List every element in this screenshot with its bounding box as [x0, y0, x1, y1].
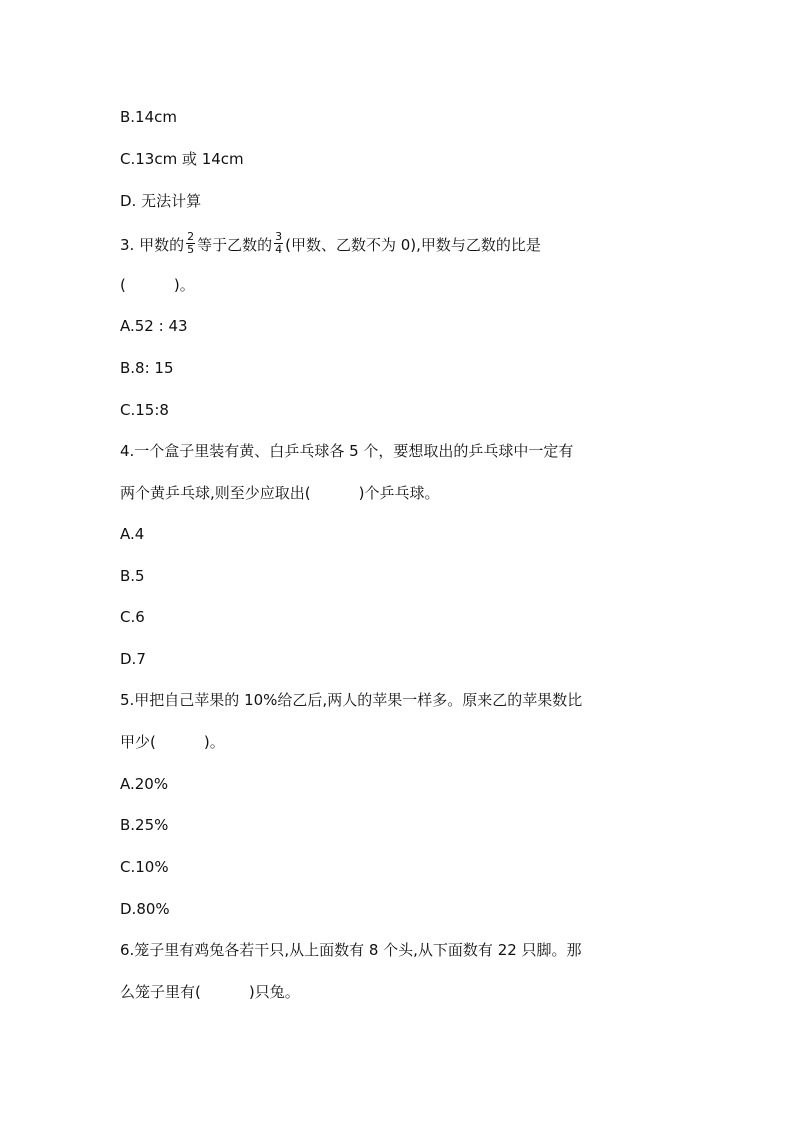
q5-stem-line2	[120, 732, 225, 752]
fraction-denominator: 4	[275, 243, 283, 256]
q5-option-a: A.20%	[120, 775, 169, 793]
q2-option-b: B.14cm	[120, 108, 178, 126]
q3-blank-close: )。	[173, 276, 195, 294]
q3-option-c: C.15:8	[120, 401, 169, 419]
q5-stem-line2-b: )。	[203, 733, 225, 751]
fraction-numerator: 2	[187, 230, 195, 243]
q4-option-c: C.6	[120, 608, 145, 626]
q5-option-d: D.80%	[120, 900, 170, 918]
q2-option-c: C.13cm 或 14cm	[120, 150, 244, 168]
q3-blank-open: (	[120, 276, 126, 294]
q4-option-b: B.5	[120, 567, 145, 585]
q4-stem-line2	[120, 483, 439, 503]
q3-option-a: A.52 : 43	[120, 317, 188, 335]
q3-stem-line2	[120, 275, 195, 295]
q3-stem-part3: (甲数、乙数不为 0),甲数与乙数的比是	[285, 236, 541, 254]
q4-stem-line1: 4.一个盒子里装有黄、白乒乓球各 5 个，要想取出的乒乓球中一定有	[120, 442, 574, 460]
q5-option-c: C.10%	[120, 858, 169, 876]
q2-option-d: D. 无法计算	[120, 192, 202, 210]
q4-stem-line2-b: )个乒乓球。	[358, 484, 440, 502]
q6-stem-line2-a: 么笼子里有(	[120, 983, 201, 1001]
fraction-denominator: 5	[187, 243, 195, 256]
q3-stem-line1	[120, 230, 541, 258]
q5-option-b: B.25%	[120, 816, 169, 834]
fraction-two-fifths	[186, 231, 195, 256]
q3-stem-part1: 3. 甲数的	[120, 236, 185, 254]
q6-stem-line1: 6.笼子里有鸡兔各若干只,从上面数有 8 个头,从下面数有 22 只脚。那	[120, 941, 582, 959]
q3-stem-part2: 等于乙数的	[197, 236, 273, 254]
q4-stem-line2-a: 两个黄乒乓球,则至少应取出(	[120, 484, 311, 502]
q4-option-a: A.4	[120, 525, 145, 543]
q4-option-d: D.7	[120, 650, 146, 668]
q5-stem-line2-a: 甲少(	[120, 733, 156, 751]
fraction-three-quarters	[274, 231, 283, 256]
q6-stem-line2-b: )只兔。	[248, 983, 300, 1001]
fraction-numerator: 3	[275, 230, 283, 243]
q3-option-b: B.8: 15	[120, 359, 174, 377]
q6-stem-line2	[120, 982, 300, 1002]
q5-stem-line1: 5.甲把自己苹果的 10%给乙后,两人的苹果一样多。原来乙的苹果数比	[120, 691, 583, 709]
